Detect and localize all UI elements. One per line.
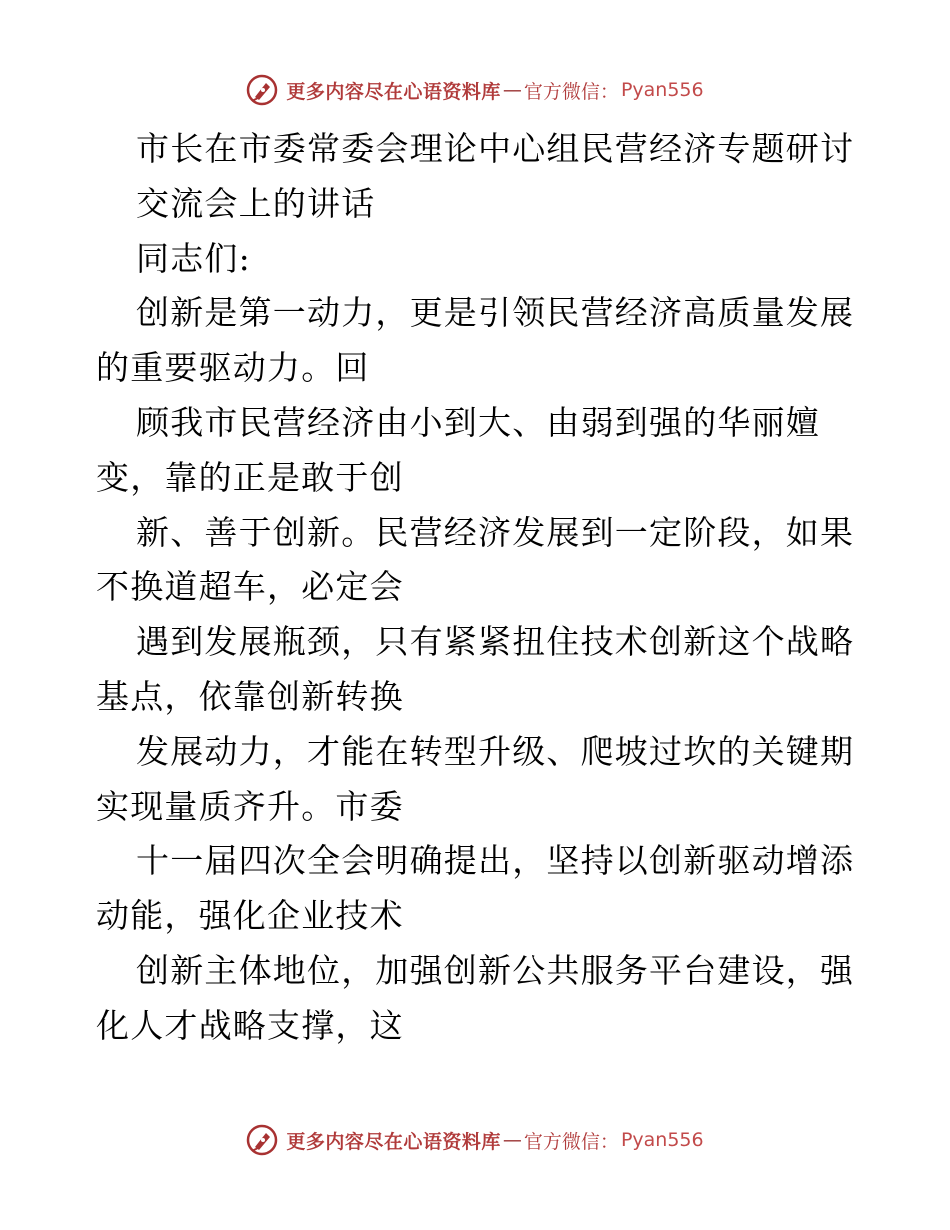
watermark-main-text: 更多内容尽在心语资料库 (286, 80, 501, 103)
body-line: 新、善于创新。民营经济发展到一定阶段，如果 (136, 512, 855, 552)
watermark-main-text: 更多内容尽在心语资料库 (286, 1130, 501, 1153)
body-line: 的重要驱动力。回 (96, 348, 370, 388)
body-line: 创新是第一动力，更是引领民营经济高质量发展 (136, 293, 855, 333)
pen-nib-logo-icon (246, 74, 278, 106)
watermark-dash: — (502, 1129, 522, 1151)
body-line: 基点，依靠创新转换 (96, 676, 404, 716)
body-line: 顾我市民营经济由小到大、由弱到强的华丽嬗 (136, 402, 820, 442)
body-line: 实现量质齐升。市委 (96, 786, 404, 826)
body-line: 遇到发展瓶颈，只有紧紧扭住技术创新这个战略 (136, 622, 855, 662)
document-body (96, 122, 866, 1054)
body-line: 不换道超车，必定会 (96, 567, 404, 607)
header-watermark (0, 70, 950, 110)
document-title-line-1: 市长在市委常委会理论中心组民营经济专题研讨 (136, 129, 855, 168)
body-line: 十一届四次全会明确提出，坚持以创新驱动增添 (136, 841, 855, 881)
salutation: 同志们: (136, 238, 251, 278)
body-line: 创新主体地位，加强创新公共服务平台建设，强 (136, 950, 855, 990)
watermark-dash: — (502, 79, 522, 101)
document-title-line-2: 交流会上的讲话 (136, 183, 376, 223)
body-line: 动能，强化企业技术 (96, 896, 404, 936)
body-line: 发展动力，才能在转型升级、爬坡过坎的关键期 (136, 731, 855, 771)
watermark-wechat-id: Pyan556 (620, 79, 704, 101)
pen-nib-logo-icon (246, 1124, 278, 1156)
body-line: 化人才战略支撑，这 (96, 1005, 404, 1045)
footer-watermark (0, 1120, 950, 1160)
watermark-wechat-id: Pyan556 (620, 1129, 704, 1151)
body-line: 变，靠的正是敢于创 (96, 457, 404, 497)
watermark-sub-text: 官方微信： (523, 1130, 619, 1153)
watermark-sub-text: 官方微信： (523, 80, 619, 103)
